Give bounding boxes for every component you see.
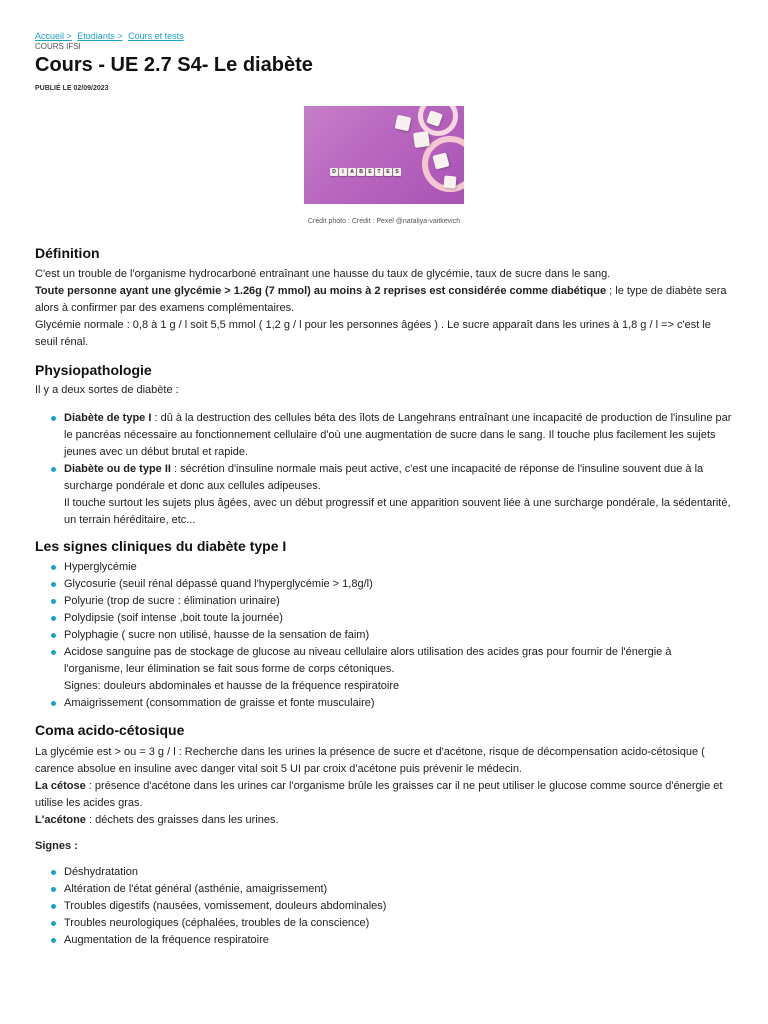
list-item: Hyperglycémie	[64, 559, 733, 576]
letter-tiles	[330, 168, 401, 176]
definition-heading: Définition	[35, 245, 100, 261]
list-item: Polyurie (trop de sucre : élimination urinaire)	[64, 593, 733, 610]
letter-tile: I	[339, 168, 347, 176]
coma-signs-label: Signes :	[35, 840, 78, 852]
coma-heading: Coma acido-cétosique	[35, 722, 185, 738]
coma-text: La glycémie est > ou = 3 g / l : Recherche dans les urines la présence de sucre et d'acétone, risque de décompensation acido-cétosique ( carence absolue en insuline avec danger vital soit 5 UI par croix d'acétone puis prévenir le médecin.	[35, 746, 705, 775]
type1-text: : dû à la destruction des cellules béta des îlots de Langehrans entraînant une incapacité de production de l'insuline par le pancréas nécessaire au fonctionnement cellulaire d'où une augmentation de sucre dans le sang. Il touche plus facilement les sujets jeunes avec un début brutal et rapide.	[64, 412, 732, 458]
acidose-text: Acidose sanguine pas de stockage de glucose au niveau cellulaire alors utilisation des acides gras pour fournir de l'énergie à l'organisme, leur élimination se fait sous forme de corps cétoniques.	[64, 646, 672, 675]
list-item	[64, 644, 733, 695]
list-item: Augmentation de la fréquence respiratoire	[64, 932, 733, 949]
letter-tile: B	[357, 168, 365, 176]
list-item: Troubles digestifs (nausées, vomissement, douleurs abdominales)	[64, 898, 733, 915]
acetone-label: L'acétone	[35, 814, 86, 826]
letter-tile: E	[366, 168, 374, 176]
diabetes-photo	[304, 106, 464, 204]
breadcrumb-home-link[interactable]: Accueil >	[35, 31, 72, 41]
acidose-extra-text: Signes: douleurs abdominales et hausse de la fréquence respiratoire	[64, 680, 400, 692]
physio-intro: Il y a deux sortes de diabète :	[35, 384, 179, 396]
type2-extra-text: Il touche surtout les sujets plus âgées, avec un début progressif et une apparition souvent liée à une surcharge pondérale, la sédentarité, un terrain héréditaire, etc...	[64, 497, 731, 526]
sugar-cube-shape	[395, 115, 412, 132]
list-item: Amaigrissement (consommation de graisse et fonte musculaire)	[64, 695, 733, 712]
breadcrumb	[35, 0, 733, 42]
cetose-label: La cétose	[35, 780, 86, 792]
letter-tile: D	[330, 168, 338, 176]
letter-tile: E	[384, 168, 392, 176]
letter-tile: A	[348, 168, 356, 176]
definition-text: C'est un trouble de l'organisme hydrocarboné entraînant une hausse du taux de glycémie, taux de sucre dans le sang.	[35, 268, 611, 280]
list-item	[64, 410, 733, 461]
coma-section	[35, 721, 733, 949]
breadcrumb-courses-link[interactable]: Cours et tests	[128, 31, 184, 41]
list-item	[64, 461, 733, 529]
list-item: Altération de l'état général (asthénie, amaigrissement)	[64, 881, 733, 898]
definition-text: ; le type de diabète sera alors à confirmer par des examens complémentaires.	[35, 285, 727, 314]
page-title: Cours - UE 2.7 S4- Le diabète	[35, 54, 313, 76]
article-figure	[35, 106, 733, 227]
definition-text: Glycémie normale : 0,8 à 1 g / l soit 5,5 mmol ( 1,2 g / l pour les personnes âgées ) . Le sucre apparaît dans les urines à 1,8 g / l => c'est le seuil rénal.	[35, 319, 711, 348]
coma-paragraph	[35, 744, 733, 829]
definition-section	[35, 244, 733, 351]
definition-bold-text: Toute personne ayant une glycémie > 1.26g (7 mmol) au moins à 2 reprises est considérée comme diabétique	[35, 285, 607, 297]
breadcrumb-students-link[interactable]: Etudiants >	[77, 31, 123, 41]
list-item: Troubles neurologiques (céphalées, troubles de la conscience)	[64, 915, 733, 932]
letter-tile: S	[393, 168, 401, 176]
diabetes-types-list	[35, 410, 733, 529]
sugar-cube-shape	[413, 131, 430, 148]
acetone-text: : déchets des graisses dans les urines.	[85, 814, 279, 826]
type2-label: Diabète ou de type II	[64, 463, 171, 475]
coma-signs-list	[35, 864, 733, 949]
list-item: Polydipsie (soif intense ,boit toute la journée)	[64, 610, 733, 627]
list-item: Polyphagie ( sucre non utilisé, hausse de la sensation de faim)	[64, 627, 733, 644]
list-item: Déshydratation	[64, 864, 733, 881]
category-label: COURS IFSI	[35, 42, 81, 51]
cetose-text: : présence d'acétone dans les urines car l'organisme brûle les graisses car il ne peut utiliser le glucose comme source d'énergie et utilise les acides gras.	[35, 780, 723, 809]
publish-date: PUBLIÉ LE 02/09/2023	[35, 85, 109, 92]
clinical-signs-section	[35, 537, 733, 712]
definition-paragraph	[35, 266, 733, 351]
letter-tile: T	[375, 168, 383, 176]
sugar-cube-shape	[443, 175, 456, 188]
physio-heading: Physiopathologie	[35, 362, 152, 378]
photo-caption: Crédit photo : Crédit : Pexel @nataliya-vaitkevich	[307, 218, 461, 225]
type2-text: : sécrétion d'insuline normale mais peut active, c'est une incapacité de réponse de l'insuline souvent due à la surcharge pondérale et donc aux cellules adipeuses.	[64, 463, 704, 492]
physio-section	[35, 361, 733, 529]
type1-label: Diabète de type I	[64, 412, 152, 424]
clinical-signs-list	[35, 559, 733, 712]
clinical-signs-heading: Les signes cliniques du diabète type I	[35, 538, 287, 554]
list-item: Glycosurie (seuil rénal dépassé quand l'hyperglycémie > 1,8g/l)	[64, 576, 733, 593]
